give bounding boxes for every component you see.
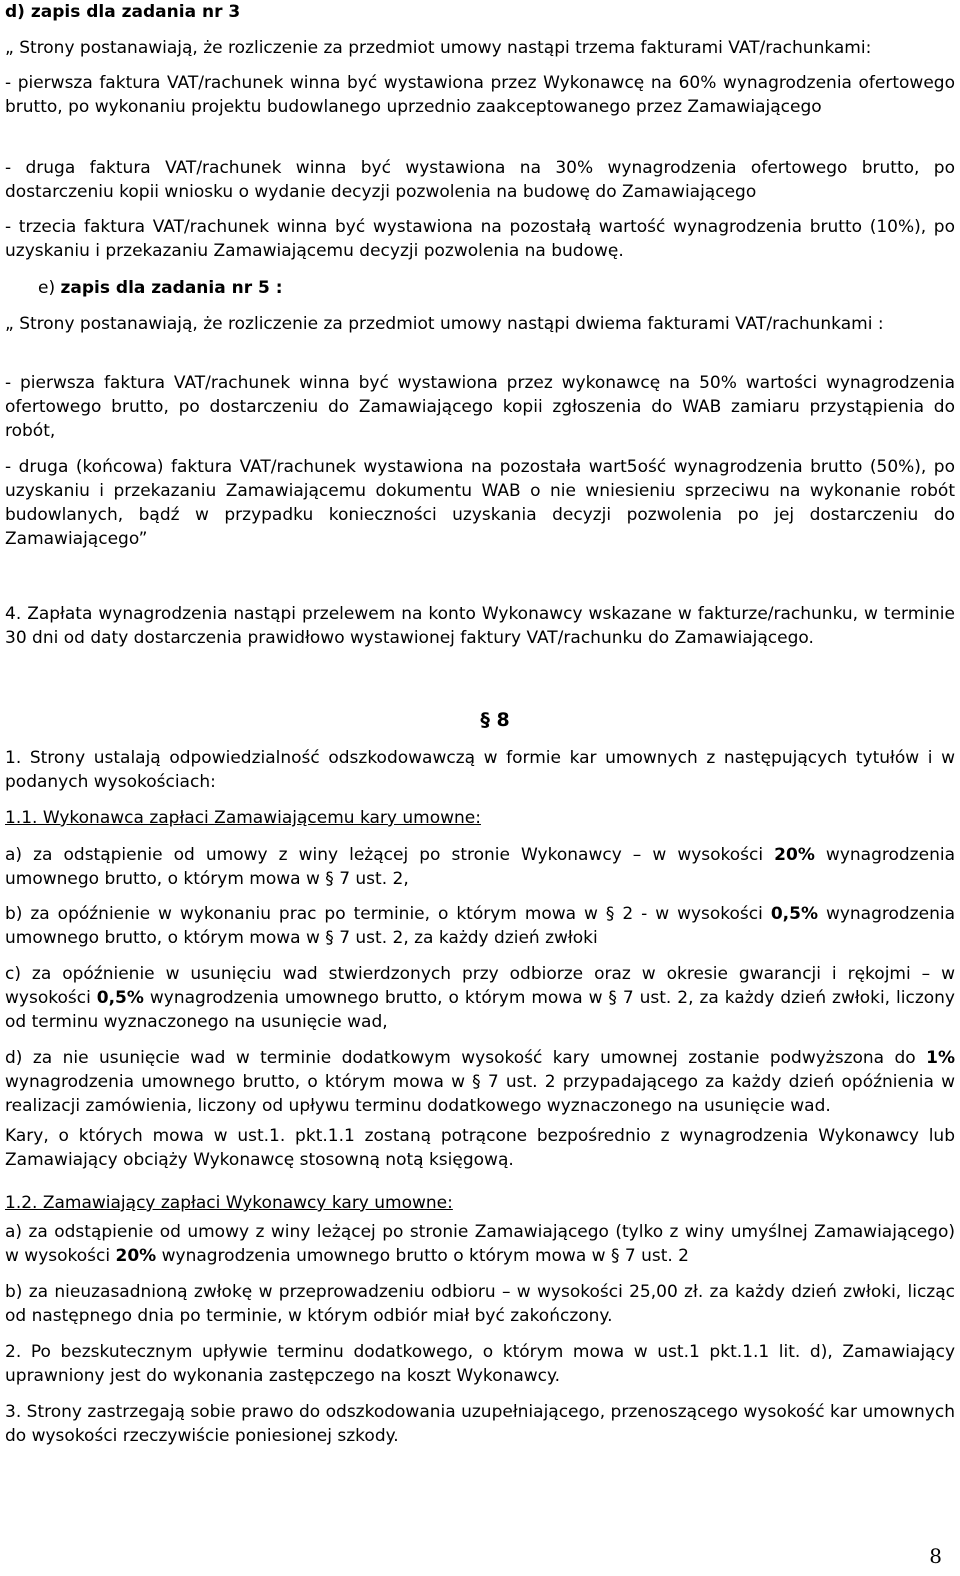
paragraph-s1-1 xyxy=(5,806,955,830)
a1-rate: 20% xyxy=(774,845,815,865)
subheading-1-1: 1.1. Wykonawca zapłaci Zamawiającemu kary umowne: xyxy=(5,808,481,828)
d1-text: d) za nie usunięcie wad w terminie dodatkowym wysokość kary umownej zostanie podwyższona do xyxy=(5,1048,927,1068)
paragraph-s1-2 xyxy=(5,1191,955,1215)
paragraph-s2: 2. Po bezskutecznym upływie terminu dodatkowego, o którym mowa w ust.1 pkt.1.1 lit. d), Zamawiający uprawniony jest do wykonania zastępczego na koszt Wykonawcy. xyxy=(5,1342,955,1386)
section-heading: § 8 xyxy=(480,709,510,731)
d1-text-end: wynagrodzenia umownego brutto, o którym mowa w § 7 ust. 2 przypadającego za każdy dzień opóźnienia w realizacji zamówienia, liczony od upływu terminu dodatkowego wyznaczonego na usunięcie wad. xyxy=(5,1072,955,1116)
a2-text: a) za odstąpienie od umowy z winy leżącej po stronie Zamawiającego (tylko z winy umyślnej Zamawiającego) w wysokości xyxy=(5,1222,955,1266)
b1-rate: 0,5% xyxy=(770,904,818,924)
paragraph-e-item2: - druga (końcowa) faktura VAT/rachunek wystawiona na pozostała wart5ość wynagrodzenia brutto (50%), po uzyskaniu i przekazaniu Zamawiającemu dokumentu WAB o nie wniesieniu sprzeciwu na wykonanie robót budowlanych, bądź w przypadku konieczności uzyskania decyzji pozwolenia po jej dostarczeniu do Zamawiającego” xyxy=(5,457,955,549)
paragraph-kary: Kary, o których mowa w ust.1. pkt.1.1 zostaną potrącone bezpośrednio z wynagrodzenia Wykonawcy lub Zamawiający obciąży Wykonawcę stosowną notą księgową. xyxy=(5,1126,955,1170)
paragraph-s3: 3. Strony zastrzegają sobie prawo do odszkodowania uzupełniającego, przenoszącego wysokość kar umownych do wysokości rzeczywiście poniesionej szkody. xyxy=(5,1402,955,1446)
heading-d: d) zapis dla zadania nr 3 xyxy=(5,2,241,22)
paragraph-a1 xyxy=(5,843,955,891)
paragraph-b1 xyxy=(5,902,955,950)
paragraph-b2: b) za nieuzasadnioną zwłokę w przeprowadzeniu odbioru – w wysokości 25,00 zł. za każdy dzień zwłoki, licząc od następnego dnia po terminie, w którym odbiór miał być zakończony. xyxy=(5,1282,955,1326)
c1-rate: 0,5% xyxy=(96,988,144,1008)
heading-e-title: zapis dla zadania nr 5 : xyxy=(60,278,283,298)
paragraph-4: 4. Zapłata wynagrodzenia nastąpi przelewem na konto Wykonawcy wskazane w fakturze/rachunku, w terminie 30 dni od daty dostarczenia prawidłowo wystawionej faktury VAT/rachunku do Zamawiającego. xyxy=(5,604,955,648)
d1-rate: 1% xyxy=(926,1048,955,1068)
paragraph-d-item2: - druga faktura VAT/rachunek winna być wystawiona na 30% wynagrodzenia ofertowego brutto, po dostarczeniu kopii wniosku o wydanie decyzji pozwolenia na budowę do Zamawiającego xyxy=(5,158,955,202)
heading-e-prefix: e) xyxy=(38,278,56,298)
paragraph-e-item1: - pierwsza faktura VAT/rachunek winna być wystawiona przez wykonawcę na 50% wartości wynagrodzenia ofertowego brutto, po dostarczeniu do Zamawiającego kopii zgłoszenia do WAB zamiaru przystąpienia do robót, xyxy=(5,373,955,441)
paragraph-d1 xyxy=(5,1046,955,1118)
paragraph-s1: 1. Strony ustalają odpowiedzialność odszkodowawczą w formie kar umownych z następujących tytułów i w podanych wysokościach: xyxy=(5,748,955,792)
a1-text: a) za odstąpienie od umowy z winy leżącej po stronie Wykonawcy – w wysokości xyxy=(5,845,775,865)
b1-text: b) za opóźnienie w wykonaniu prac po terminie, o którym mowa w § 2 - w wysokości xyxy=(5,904,771,924)
paragraph-d-item1: - pierwsza faktura VAT/rachunek winna być wystawiona przez Wykonawcę na 60% wynagrodzenia ofertowego brutto, po wykonaniu projektu budowlanego uprzednio zaakceptowanego przez Zamawiającego xyxy=(5,73,955,117)
heading-e xyxy=(38,276,955,300)
paragraph-c1 xyxy=(5,962,955,1034)
c1-text-end: wynagrodzenia umownego brutto, o którym mowa w § 7 ust. 2, za każdy dzień zwłoki, liczony od terminu wyznaczonego na usunięcie wad, xyxy=(5,988,955,1032)
b1-text-end: wynagrodzenia umownego brutto, o którym mowa w § 7 ust. 2, za każdy dzień zwłoki xyxy=(5,904,955,948)
paragraph-d-item3: - trzecia faktura VAT/rachunek winna być wystawiona na pozostałą wartość wynagrodzenia brutto (10%), po uzyskaniu i przekazaniu Zamawiającemu decyzji pozwolenia na budowę. xyxy=(5,217,955,261)
page-number: 8 xyxy=(929,1544,942,1568)
a2-rate: 20% xyxy=(115,1246,157,1266)
a2-text-end: wynagrodzenia umownego brutto o którym mowa w § 7 ust. 2 xyxy=(156,1246,689,1266)
subheading-1-2: 1.2. Zamawiający zapłaci Wykonawcy kary umowne: xyxy=(5,1193,453,1213)
a1-text-end: wynagrodzenia umownego brutto, o którym mowa w § 7 ust. 2, xyxy=(5,845,955,889)
paragraph-e-intro: „ Strony postanawiają, że rozliczenie za przedmiot umowy nastąpi dwiema fakturami VAT/rachunkami : xyxy=(5,314,884,334)
paragraph-d-intro: „ Strony postanawiają, że rozliczenie za przedmiot umowy nastąpi trzema fakturami VAT/rachunkami: xyxy=(5,38,872,58)
c1-text: c) za opóźnienie w usunięciu wad stwierdzonych przy odbiorze oraz w okresie gwarancji i rękojmi – w wysokości xyxy=(5,964,955,1008)
paragraph-a2 xyxy=(5,1220,955,1268)
